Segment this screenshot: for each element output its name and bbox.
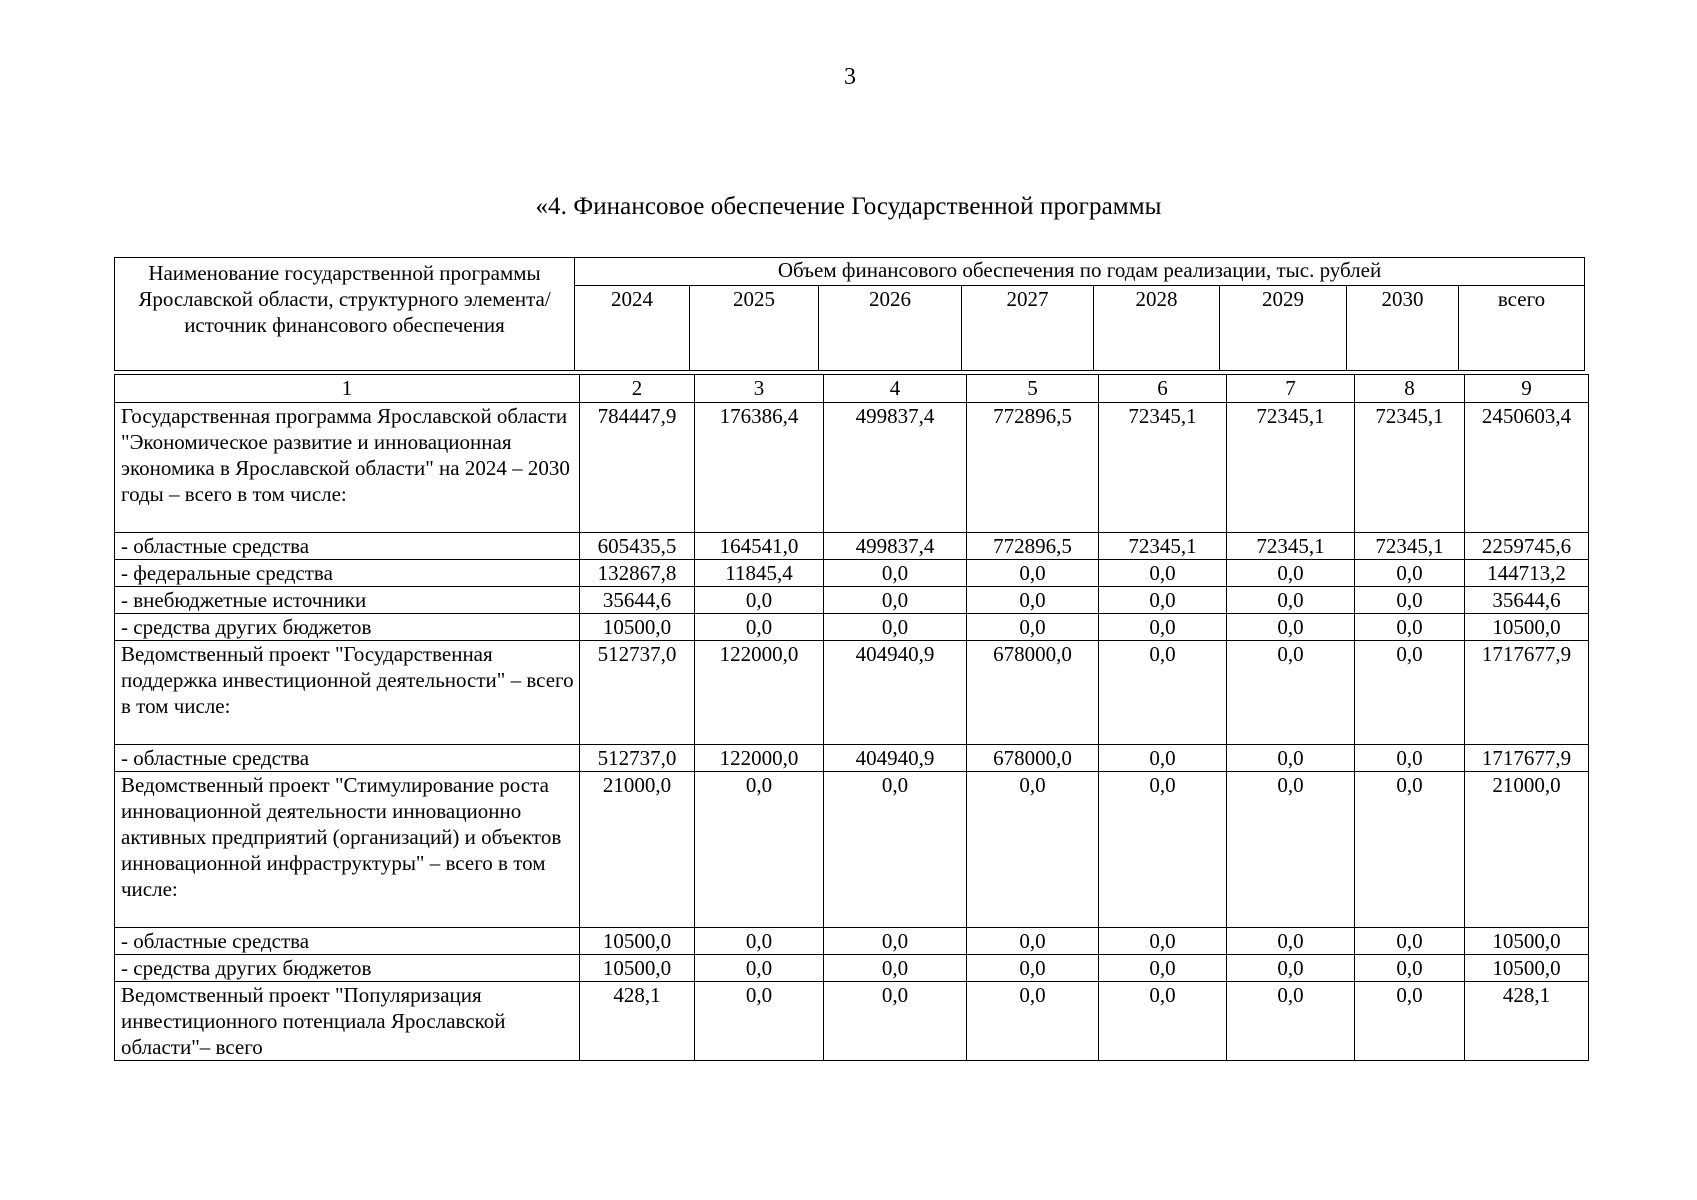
value-cell: 35644,6 [580,587,695,614]
row-name-cell: Ведомственный проект "Популяризация инвестиционного потенциала Ярославской области"– всего [115,982,580,1061]
table-row [115,745,1589,772]
value-cell: 0,0 [1227,641,1355,745]
table-header [114,257,1585,371]
value-cell: 0,0 [1355,772,1465,928]
value-cell: 10500,0 [1465,928,1589,955]
value-cell: 404940,9 [824,745,967,772]
value-cell: 0,0 [1355,614,1465,641]
column-number-cell: 6 [1099,375,1227,403]
value-cell: 176386,4 [695,403,824,533]
column-number-cell: 9 [1465,375,1589,403]
column-numbers-row [115,375,1589,403]
value-cell: 0,0 [1227,560,1355,587]
value-cell: 0,0 [695,614,824,641]
row-name-cell: Ведомственный проект "Стимулирование роста инновационной деятельности инновационно активных предприятий (организаций) и объектов инновационной инфраструктуры" – всего в том числе: [115,772,580,928]
value-cell: 0,0 [695,982,824,1061]
column-number-cell: 2 [580,375,695,403]
value-cell: 0,0 [1355,641,1465,745]
column-number-cell: 5 [967,375,1099,403]
table-row [115,560,1589,587]
row-name-cell: - областные средства [115,928,580,955]
value-cell: 72345,1 [1099,403,1227,533]
value-cell: 428,1 [580,982,695,1061]
value-cell: 0,0 [824,560,967,587]
value-cell: 0,0 [1099,641,1227,745]
value-cell: 21000,0 [580,772,695,928]
value-cell: 72345,1 [1355,533,1465,560]
header-year-cell: 2025 [690,286,819,371]
table-row [115,587,1589,614]
value-cell: 0,0 [695,772,824,928]
value-cell: 0,0 [1227,587,1355,614]
value-cell: 0,0 [1355,560,1465,587]
value-cell: 404940,9 [824,641,967,745]
value-cell: 0,0 [824,982,967,1061]
value-cell: 0,0 [824,928,967,955]
header-name-column: Наименование государственной программы Ярославской области, структурного элемента/ источник финансового обеспечения [115,258,575,371]
column-number-cell: 1 [115,375,580,403]
value-cell: 0,0 [967,587,1099,614]
value-cell: 0,0 [967,772,1099,928]
value-cell: 0,0 [1099,772,1227,928]
value-cell: 0,0 [1227,772,1355,928]
value-cell: 0,0 [1099,928,1227,955]
row-name-cell: Ведомственный проект "Государственная поддержка инвестиционной деятельности" – всего в том числе: [115,641,580,745]
value-cell: 0,0 [967,982,1099,1061]
table-row [115,533,1589,560]
value-cell: 678000,0 [967,745,1099,772]
value-cell: 0,0 [1099,955,1227,982]
value-cell: 0,0 [1355,587,1465,614]
column-number-cell: 7 [1227,375,1355,403]
value-cell: 784447,9 [580,403,695,533]
value-cell: 72345,1 [1227,403,1355,533]
value-cell: 0,0 [1099,560,1227,587]
value-cell: 35644,6 [1465,587,1589,614]
value-cell: 428,1 [1465,982,1589,1061]
value-cell: 512737,0 [580,641,695,745]
value-cell: 0,0 [1227,955,1355,982]
value-cell: 0,0 [695,955,824,982]
row-name-cell: - областные средства [115,533,580,560]
row-name-cell: Государственная программа Ярославской области "Экономическое развитие и инновационная экономика в Ярославской области" на 2024 – 2030 годы – всего в том числе: [115,403,580,533]
value-cell: 164541,0 [695,533,824,560]
value-cell: 0,0 [967,614,1099,641]
value-cell: 772896,5 [967,533,1099,560]
value-cell: 512737,0 [580,745,695,772]
value-cell: 0,0 [824,772,967,928]
value-cell: 0,0 [967,955,1099,982]
value-cell: 72345,1 [1099,533,1227,560]
value-cell: 2450603,4 [1465,403,1589,533]
value-cell: 0,0 [1099,982,1227,1061]
value-cell: 2259745,6 [1465,533,1589,560]
row-name-cell: - федеральные средства [115,560,580,587]
value-cell: 0,0 [1227,614,1355,641]
column-number-cell: 4 [824,375,967,403]
value-cell: 122000,0 [695,745,824,772]
column-number-cell: 8 [1355,375,1465,403]
header-year-cell: 2026 [819,286,962,371]
section-title: «4. Финансовое обеспечение Государственной программы [535,193,1162,220]
value-cell: 0,0 [1099,614,1227,641]
value-cell: 21000,0 [1465,772,1589,928]
value-cell: 0,0 [824,587,967,614]
value-cell: 678000,0 [967,641,1099,745]
value-cell: 0,0 [1355,982,1465,1061]
value-cell: 0,0 [1227,982,1355,1061]
value-cell: 0,0 [1355,928,1465,955]
value-cell: 10500,0 [580,928,695,955]
value-cell: 10500,0 [1465,955,1589,982]
column-number-cell: 3 [695,375,824,403]
financing-table [114,374,1589,1061]
value-cell: 0,0 [824,955,967,982]
value-cell: 605435,5 [580,533,695,560]
page-number: 3 [844,64,856,90]
row-name-cell: - средства других бюджетов [115,614,580,641]
table-row [115,928,1589,955]
value-cell: 0,0 [967,928,1099,955]
value-cell: 11845,4 [695,560,824,587]
value-cell: 10500,0 [580,614,695,641]
value-cell: 72345,1 [1355,403,1465,533]
value-cell: 0,0 [1227,745,1355,772]
value-cell: 10500,0 [580,955,695,982]
value-cell: 0,0 [1355,745,1465,772]
header-year-cell: 2027 [962,286,1094,371]
value-cell: 10500,0 [1465,614,1589,641]
header-year-cell: всего [1459,286,1585,371]
value-cell: 1717677,9 [1465,745,1589,772]
value-cell: 144713,2 [1465,560,1589,587]
value-cell: 499837,4 [824,403,967,533]
value-cell: 0,0 [1227,928,1355,955]
value-cell: 122000,0 [695,641,824,745]
value-cell: 499837,4 [824,533,967,560]
header-year-cell: 2024 [575,286,690,371]
table-row [115,614,1589,641]
value-cell: 132867,8 [580,560,695,587]
value-cell: 0,0 [1099,745,1227,772]
row-name-cell: - внебюджетные источники [115,587,580,614]
value-cell: 0,0 [1099,587,1227,614]
value-cell: 72345,1 [1227,533,1355,560]
header-year-cell: 2029 [1220,286,1347,371]
header-volume-title: Объем финансового обеспечения по годам реализации, тыс. рублей [575,258,1585,286]
header-year-cell: 2028 [1094,286,1220,371]
table-row [115,403,1589,533]
row-name-cell: - областные средства [115,745,580,772]
table-row [115,641,1589,745]
value-cell: 0,0 [695,587,824,614]
table-row [115,955,1589,982]
value-cell: 0,0 [1355,955,1465,982]
header-year-cell: 2030 [1347,286,1459,371]
value-cell: 0,0 [967,560,1099,587]
value-cell: 0,0 [695,928,824,955]
row-name-cell: - средства других бюджетов [115,955,580,982]
value-cell: 1717677,9 [1465,641,1589,745]
value-cell: 772896,5 [967,403,1099,533]
table-row [115,982,1589,1061]
value-cell: 0,0 [824,614,967,641]
table-row [115,772,1589,928]
